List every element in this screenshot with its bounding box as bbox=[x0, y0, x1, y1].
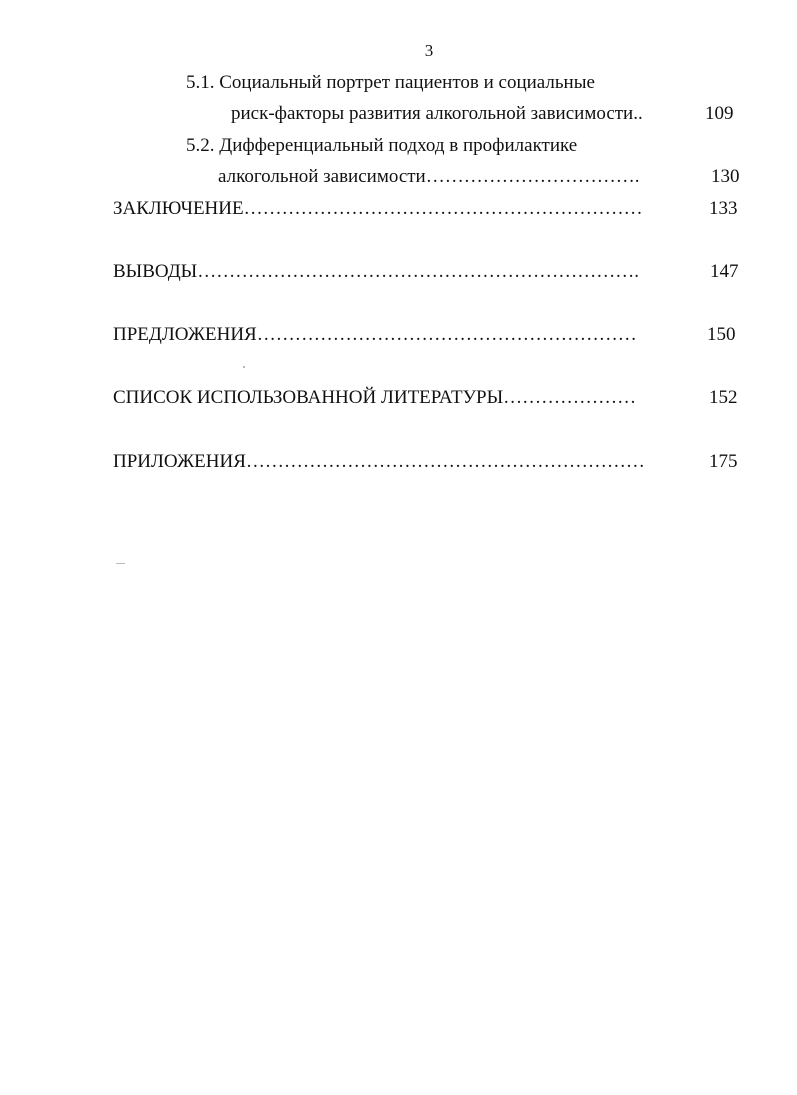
toc-entry-5-2-line2: алкогольной зависимости……………………………. bbox=[218, 166, 640, 187]
page-number: 3 bbox=[424, 41, 434, 60]
toc-entry-findings-page: 147 bbox=[710, 261, 739, 282]
toc-entry-5-2-line1: 5.2. Дифференциальный подход в профилактике bbox=[186, 135, 578, 156]
toc-entry-proposals-page: 150 bbox=[707, 324, 736, 345]
scan-dash bbox=[116, 563, 125, 564]
toc-entry-5-1-line2: риск-факторы развития алкогольной зависимости.. bbox=[231, 103, 643, 124]
toc-entry-references-label: СПИСОК ИСПОЛЬЗОВАННОЙ ЛИТЕРАТУРЫ………………… bbox=[113, 387, 637, 408]
toc-entry-conclusion-page: 133 bbox=[709, 198, 738, 219]
toc-entry-appendices-label: ПРИЛОЖЕНИЯ……………………………………………………… bbox=[113, 451, 645, 472]
toc-entry-proposals-label: ПРЕДЛОЖЕНИЯ…………………………………………………… bbox=[113, 324, 637, 345]
toc-entry-references-page: 152 bbox=[709, 387, 738, 408]
scan-speck bbox=[243, 366, 245, 368]
toc-entry-appendices-page: 175 bbox=[709, 451, 738, 472]
toc-entry-5-1-line1: 5.1. Социальный портрет пациентов и социальные bbox=[186, 72, 595, 93]
toc-entry-5-2-page: 130 bbox=[711, 166, 740, 187]
toc-entry-conclusion-label: ЗАКЛЮЧЕНИЕ……………………………………………………… bbox=[113, 198, 643, 219]
toc-entry-5-1-page: 109 bbox=[705, 103, 734, 124]
toc-entry-findings-label: ВЫВОДЫ……………………………………………………………. bbox=[113, 261, 639, 282]
